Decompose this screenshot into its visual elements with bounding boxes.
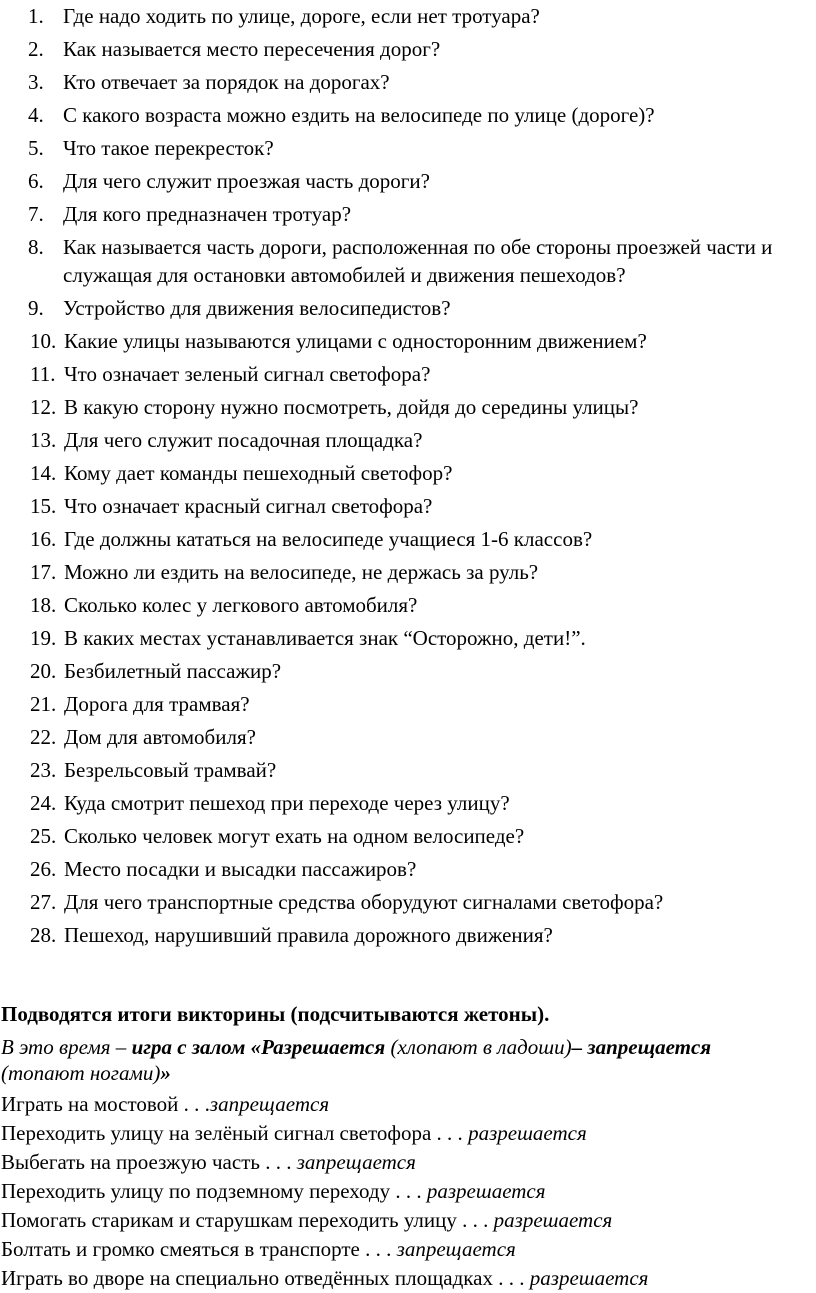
item-number: 15. [30, 494, 57, 518]
rule-text: Переходить улицу по подземному переходу . . . [1, 1179, 427, 1203]
item-number: 9. [28, 296, 44, 320]
rule-text: Переходить улицу на зелёный сигнал светофора . . . [1, 1121, 469, 1145]
rule-line [1, 1119, 813, 1148]
item-number: 4. [28, 103, 44, 127]
question-text: Что означает зеленый сигнал светофора? [64, 362, 431, 386]
game-title: игра с залом «Разрешается [131, 1035, 386, 1059]
question-text: Для чего транспортные средства оборудуют сигналами светофора? [64, 890, 664, 914]
intro-dash: – [571, 1035, 583, 1059]
question-text: Какие улицы называются улицами с односторонним движением? [64, 329, 647, 353]
rule-answer: запрещается [296, 1150, 416, 1174]
question-text: С какого возраста можно ездить на велосипеде по улице (дороге)? [63, 103, 655, 127]
list-item [0, 624, 816, 652]
question-text: Можно ли ездить на велосипеде, не держась за руль? [64, 560, 539, 584]
rule-text: Играть во дворе на специально отведённых площадках . . . [1, 1266, 530, 1290]
rule-text: Помогать старикам и старушкам переходить улицу . . . [1, 1208, 494, 1232]
item-number: 25. [30, 824, 57, 848]
list-item [0, 134, 816, 162]
question-text: Место посадки и высадки пассажиров? [64, 857, 417, 881]
list-item [0, 2, 816, 30]
item-number: 21. [30, 692, 57, 716]
item-number: 20. [30, 659, 57, 683]
list-item [0, 822, 816, 850]
question-text: В каких местах устанавливается знак “Осторожно, дети!”. [64, 626, 586, 650]
list-item [0, 657, 816, 685]
question-text: Где надо ходить по улице, дороге, если нет тротуара? [63, 4, 540, 28]
list-item [0, 200, 816, 228]
question-text: Дорога для трамвая? [64, 692, 250, 716]
rule-line [1, 1264, 813, 1293]
item-number: 7. [28, 202, 44, 226]
list-item [0, 426, 816, 454]
game-intro-paragraph [1, 1034, 781, 1086]
list-item [0, 855, 816, 883]
question-text: Где должны кататься на велосипеде учащиеся 1-6 классов? [64, 527, 593, 551]
question-text: Куда смотрит пешеход при переходе через улицу? [64, 791, 510, 815]
list-item [0, 294, 816, 322]
list-item [0, 690, 816, 718]
question-text: В какую сторону нужно посмотреть, дойдя до середины улицы? [64, 395, 639, 419]
question-text: Как называется место пересечения дорог? [63, 37, 441, 61]
rule-answer: запрещается [396, 1237, 516, 1261]
item-number: 16. [30, 527, 57, 551]
item-number: 2. [28, 37, 44, 61]
question-text: Дом для автомобиля? [64, 725, 256, 749]
list-item [0, 68, 816, 96]
list-item [0, 393, 816, 421]
question-text: Что означает красный сигнал светофора? [64, 494, 433, 518]
rule-line [1, 1148, 813, 1177]
item-number: 26. [30, 857, 57, 881]
question-text: Сколько колес у легкового автомобиля? [64, 593, 418, 617]
summary-heading: Подводятся итоги викторины (подсчитываются жетоны). [1, 1002, 550, 1026]
list-item [0, 459, 816, 487]
rule-answer: запрещается [209, 1092, 330, 1116]
question-text: Как называется часть дороги, расположенная по обе стороны проезжей части и служащая для остановки автомобилей и движения пешеходов? [63, 235, 773, 287]
clap-note: (хлопают в ладоши) [385, 1035, 572, 1059]
rule-line [1, 1090, 813, 1119]
question-text: Кто отвечает за порядок на дорогах? [63, 70, 390, 94]
item-number: 10. [30, 329, 57, 353]
question-text: Сколько человек могут ехать на одном велосипеде? [64, 824, 525, 848]
list-item [0, 167, 816, 195]
intro-close-quote: » [160, 1061, 171, 1085]
list-item [0, 921, 816, 949]
question-text: Пешеход, нарушивший правила дорожного движения? [64, 923, 553, 947]
rule-text: Играть на мостовой . . . [1, 1092, 210, 1116]
item-number: 17. [30, 560, 57, 584]
item-number: 24. [30, 791, 57, 815]
item-number: 8. [28, 235, 44, 259]
item-number: 19. [30, 626, 57, 650]
list-item [0, 756, 816, 784]
question-text: Кому дает команды пешеходный светофор? [64, 461, 453, 485]
list-item [0, 101, 816, 129]
rule-text: Выбегать на проезжую часть . . . [1, 1150, 297, 1174]
question-text: Безрельсовый трамвай? [64, 758, 277, 782]
rule-answer: разрешается [529, 1266, 649, 1290]
rules-list [1, 1090, 813, 1293]
question-text: Что такое перекресток? [63, 136, 274, 160]
item-number: 18. [30, 593, 57, 617]
forbidden-word: запрещается [587, 1035, 712, 1059]
list-item [0, 723, 816, 751]
question-text: Устройство для движения велосипедистов? [63, 296, 451, 320]
rule-answer: разрешается [426, 1179, 546, 1203]
rule-line [1, 1177, 813, 1206]
list-item [0, 888, 816, 916]
item-number: 14. [30, 461, 57, 485]
rule-answer: разрешается [493, 1208, 613, 1232]
list-item [0, 360, 816, 388]
item-number: 1. [28, 4, 44, 28]
question-text: Безбилетный пассажир? [64, 659, 282, 683]
item-number: 11. [30, 362, 56, 386]
item-number: 12. [30, 395, 57, 419]
list-item [0, 492, 816, 520]
question-text: Для кого предназначен тротуар? [63, 202, 352, 226]
list-item [0, 789, 816, 817]
item-number: 28. [30, 923, 57, 947]
list-item [0, 233, 816, 289]
list-item [0, 327, 816, 355]
question-text: Для чего служит проезжая часть дороги? [63, 169, 430, 193]
item-number: 13. [30, 428, 57, 452]
item-number: 6. [28, 169, 44, 193]
list-item [0, 558, 816, 586]
intro-lead: В это время – [1, 1035, 132, 1059]
rule-text: Болтать и громко смеяться в транспорте . . . [1, 1237, 397, 1261]
item-number: 27. [30, 890, 57, 914]
list-item [0, 525, 816, 553]
list-item [0, 591, 816, 619]
list-item [0, 35, 816, 63]
item-number: 23. [30, 758, 57, 782]
rule-line [1, 1206, 813, 1235]
item-number: 22. [30, 725, 57, 749]
rule-answer: разрешается [468, 1121, 587, 1145]
question-list [0, 2, 816, 954]
item-number: 3. [28, 70, 44, 94]
question-text: Для чего служит посадочная площадка? [64, 428, 423, 452]
stomp-note: (топают ногами) [1, 1061, 161, 1085]
rule-line [1, 1235, 813, 1264]
item-number: 5. [28, 136, 44, 160]
